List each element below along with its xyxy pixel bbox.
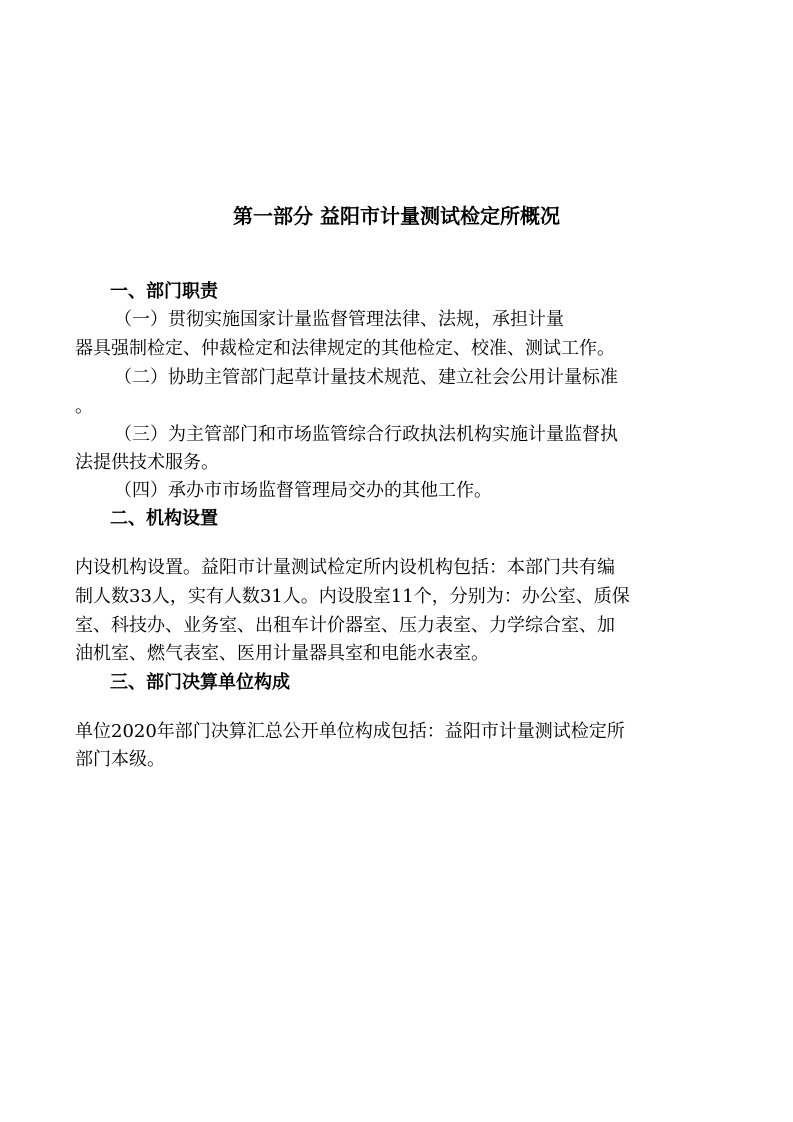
- duties-heading: 一、部门职责: [110, 281, 218, 302]
- duties-item-2-line-1: （二）协助主管部门起草计量技术规范、建立社会公用计量标准: [114, 367, 618, 388]
- organization-heading: 二、机构设置: [110, 508, 218, 529]
- organization-line-1: 内设机构设置。益阳市计量测试检定所内设机构包括：本部门共有编: [75, 557, 615, 578]
- duties-item-4-line-1: （四）承办市市场监督管理局交办的其他工作。: [114, 480, 492, 501]
- page-title: 第一部分 益阳市计量测试检定所概况: [233, 204, 560, 228]
- organization-line-3: 室、科技办、业务室、出租车计价器室、压力表室、力学综合室、加: [75, 615, 615, 636]
- organization-line-4: 油机室、燃气表室、医用计量器具室和电能水表室。: [75, 643, 489, 664]
- duties-item-1-line-2: 器具强制检定、仲裁检定和法律规定的其他检定、校准、测试工作。: [75, 338, 615, 359]
- units-heading: 三、部门决算单位构成: [110, 672, 290, 693]
- units-line-2: 部门本级。: [75, 749, 165, 770]
- organization-line-2: 制人数33人，实有人数31人。内设股室11个，分别为：办公室、质保: [75, 586, 630, 607]
- units-line-1: 单位2020年部门决算汇总公开单位构成包括：益阳市计量测试检定所: [75, 721, 625, 742]
- duties-item-3-line-1: （三）为主管部门和市场监管综合行政执法机构实施计量监督执: [114, 424, 618, 445]
- duties-item-1-line-1: （一）贯彻实施国家计量监督管理法律、法规，承担计量: [114, 309, 564, 330]
- duties-item-3-line-2: 法提供技术服务。: [75, 452, 219, 473]
- duties-item-2-line-2: 。: [75, 396, 93, 417]
